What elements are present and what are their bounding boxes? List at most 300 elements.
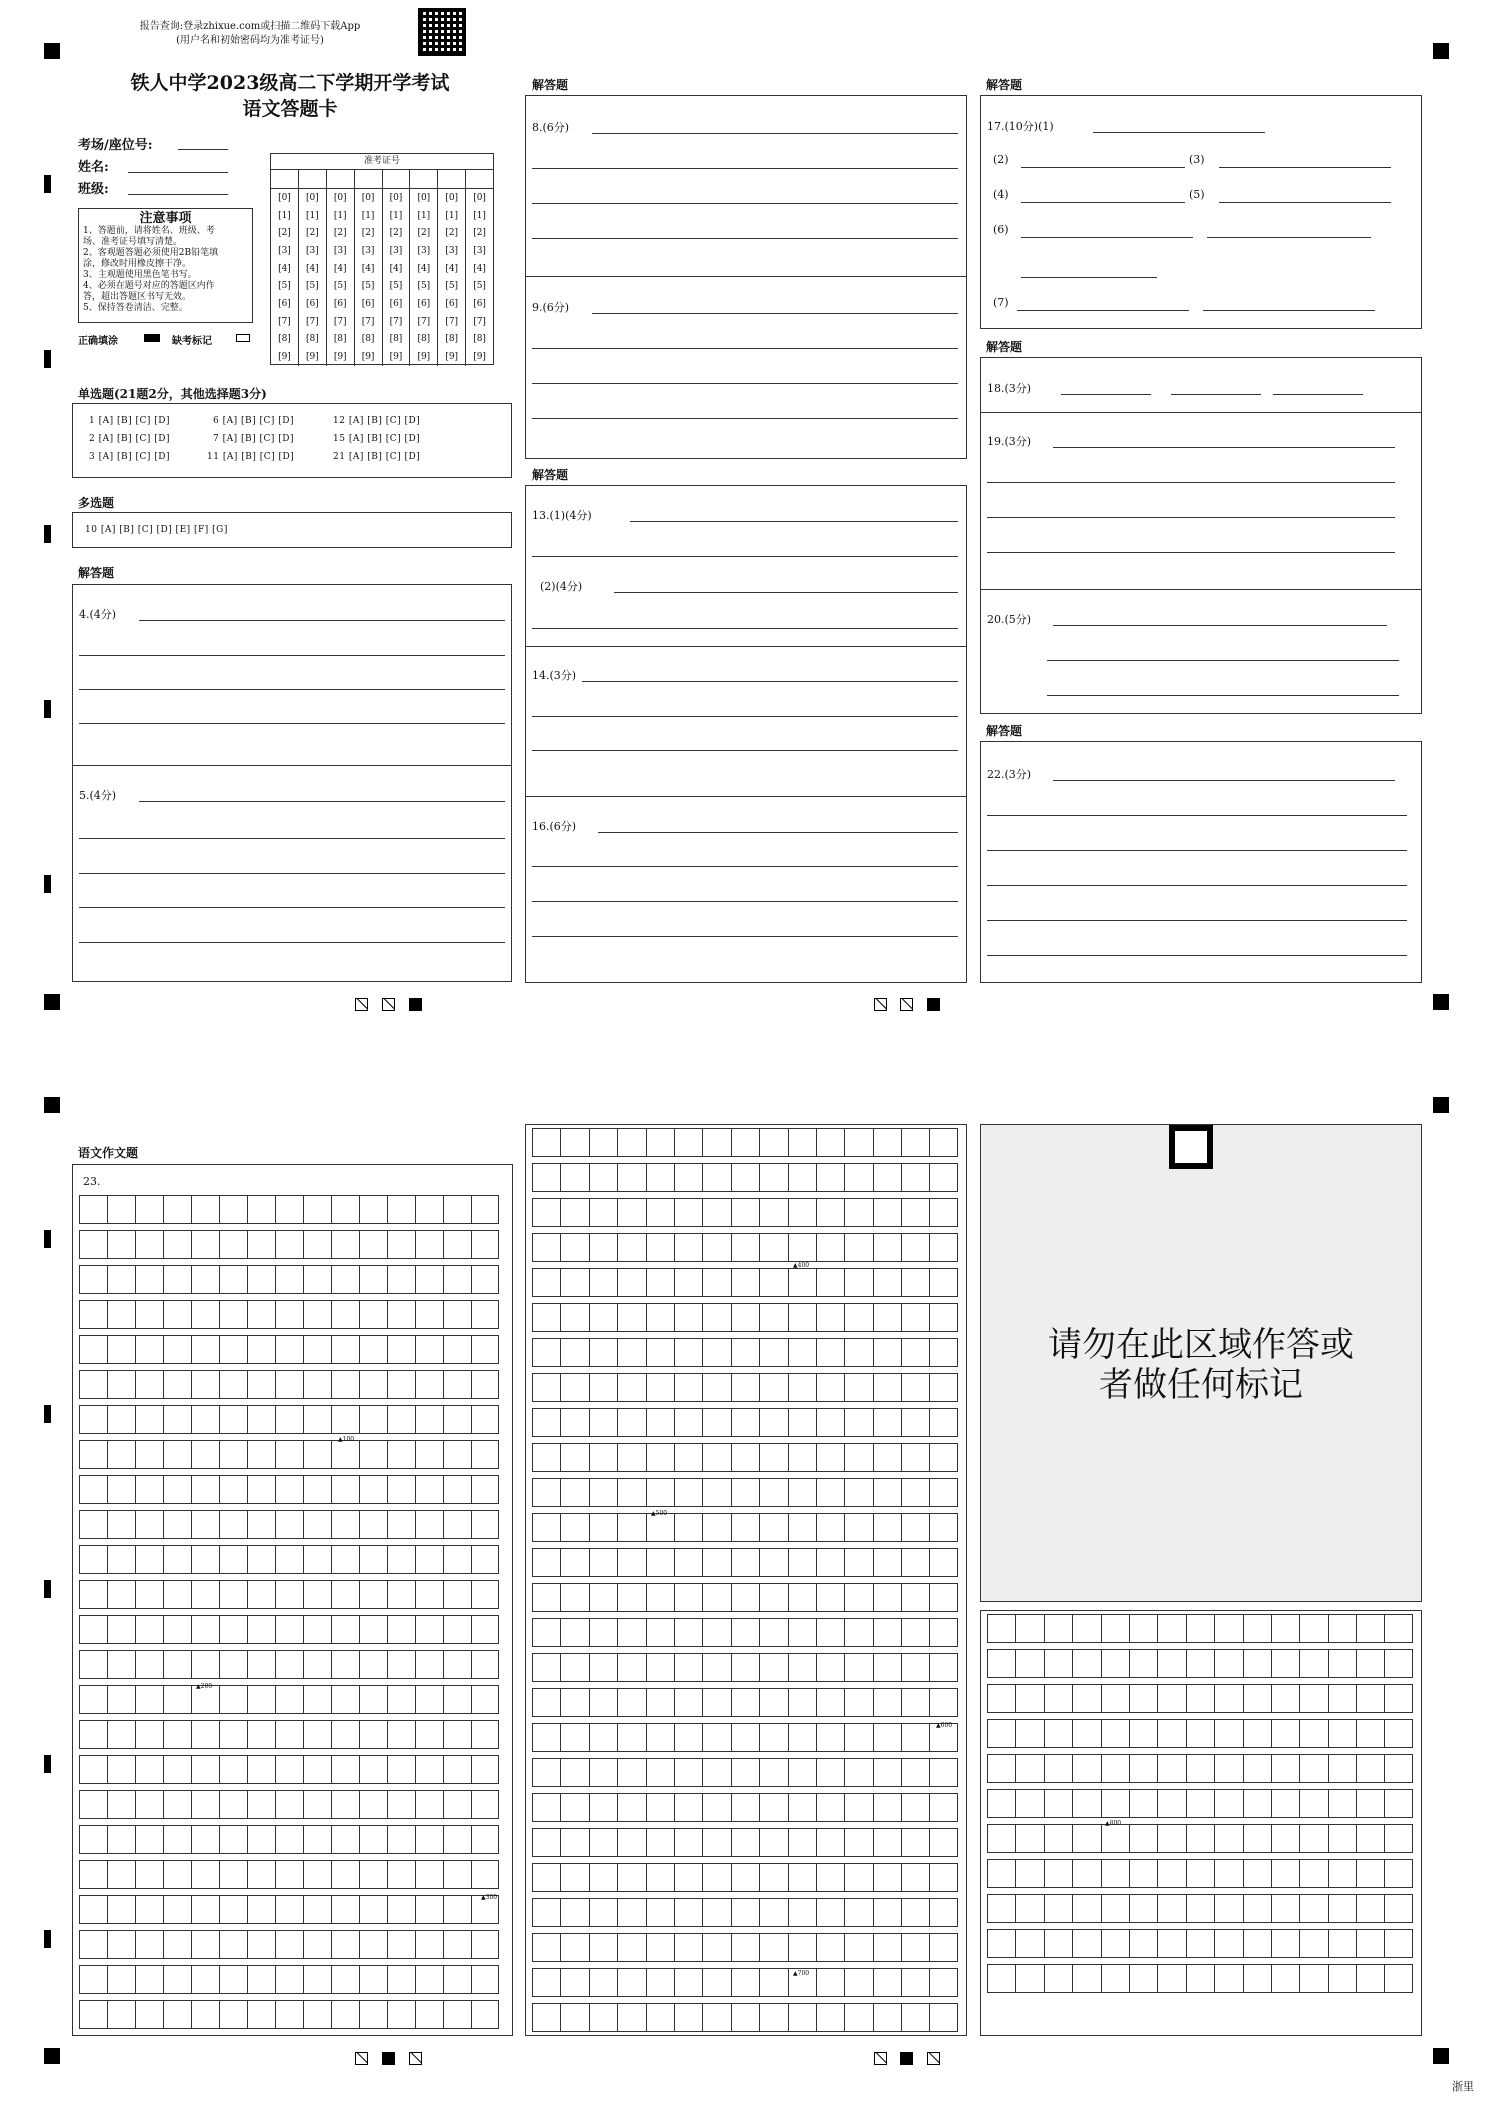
grid-cell[interactable] xyxy=(1243,1615,1271,1642)
answer-line[interactable] xyxy=(987,815,1407,816)
grid-cell[interactable] xyxy=(617,1724,645,1751)
grid-cell[interactable] xyxy=(1157,1790,1185,1817)
grid-cell[interactable] xyxy=(816,1619,844,1646)
grid-cell[interactable] xyxy=(359,1581,387,1608)
grid-cell[interactable] xyxy=(359,1616,387,1643)
answer-line[interactable] xyxy=(532,716,958,717)
exam-id-bubble[interactable]: [8] xyxy=(473,334,486,345)
grid-cell[interactable] xyxy=(303,1581,331,1608)
grid-cell[interactable] xyxy=(674,1759,702,1786)
grid-cell[interactable] xyxy=(1356,1755,1384,1782)
grid-cell[interactable] xyxy=(1044,1930,1072,1957)
grid-cell[interactable] xyxy=(387,1266,415,1293)
exam-id-bubble[interactable]: [1] xyxy=(305,210,319,221)
answer-line[interactable] xyxy=(79,838,505,839)
grid-cell[interactable] xyxy=(1271,1895,1299,1922)
exam-id-bubble[interactable]: [2] xyxy=(278,228,291,239)
choice-row[interactable]: 2 [A] [B] [C] [D] xyxy=(89,434,170,444)
grid-cell[interactable] xyxy=(331,1826,359,1853)
grid-cell[interactable] xyxy=(788,1304,816,1331)
grid-cell[interactable] xyxy=(443,2001,471,2028)
grid-cell[interactable] xyxy=(560,1759,588,1786)
grid-cell[interactable] xyxy=(987,1965,1015,1992)
grid-cell[interactable] xyxy=(1214,1860,1242,1887)
grid-cell[interactable] xyxy=(873,1899,901,1926)
grid-cell[interactable] xyxy=(788,1514,816,1541)
answer-line[interactable] xyxy=(1053,447,1395,448)
grid-cell[interactable] xyxy=(731,1199,759,1226)
grid-cell[interactable] xyxy=(471,1686,499,1713)
answer-line[interactable] xyxy=(1207,237,1371,238)
grid-cell[interactable] xyxy=(759,1199,787,1226)
grid-cell[interactable] xyxy=(560,1724,588,1751)
answer-line[interactable] xyxy=(139,620,505,621)
grid-cell[interactable] xyxy=(674,1619,702,1646)
grid-cell[interactable] xyxy=(331,1511,359,1538)
grid-row[interactable] xyxy=(79,1720,499,1749)
grid-cell[interactable] xyxy=(275,1826,303,1853)
grid-cell[interactable] xyxy=(532,1549,560,1576)
grid-cell[interactable] xyxy=(844,1234,872,1261)
grid-cell[interactable] xyxy=(646,1339,674,1366)
grid-cell[interactable] xyxy=(303,1476,331,1503)
exam-id-bubble[interactable]: [3] xyxy=(361,245,375,256)
grid-cell[interactable] xyxy=(901,1899,929,1926)
grid-cell[interactable] xyxy=(1072,1720,1100,1747)
grid-cell[interactable] xyxy=(303,1546,331,1573)
grid-cell[interactable] xyxy=(107,1721,135,1748)
grid-cell[interactable] xyxy=(589,1724,617,1751)
grid-cell[interactable] xyxy=(1299,1860,1327,1887)
grid-cell[interactable] xyxy=(788,1269,816,1296)
grid-cell[interactable] xyxy=(759,1619,787,1646)
answer-line[interactable] xyxy=(1047,660,1399,661)
grid-cell[interactable] xyxy=(1015,1825,1043,1852)
exam-id-bubble[interactable]: [3] xyxy=(305,245,319,256)
grid-cell[interactable] xyxy=(163,1231,191,1258)
grid-cell[interactable] xyxy=(415,2001,443,2028)
grid-cell[interactable] xyxy=(219,1196,247,1223)
grid-cell[interactable] xyxy=(247,1756,275,1783)
choice-row[interactable]: 1 [A] [B] [C] [D] xyxy=(89,416,170,426)
grid-cell[interactable] xyxy=(359,1686,387,1713)
grid-cell[interactable] xyxy=(589,1199,617,1226)
grid-cell[interactable] xyxy=(560,1794,588,1821)
grid-cell[interactable] xyxy=(275,1266,303,1293)
grid-cell[interactable] xyxy=(1299,1650,1327,1677)
grid-cell[interactable] xyxy=(359,1651,387,1678)
grid-cell[interactable] xyxy=(532,1409,560,1436)
grid-cell[interactable] xyxy=(387,1721,415,1748)
grid-cell[interactable] xyxy=(589,1584,617,1611)
grid-cell[interactable] xyxy=(646,1829,674,1856)
grid-row[interactable] xyxy=(79,1965,499,1994)
grid-cell[interactable] xyxy=(532,1129,560,1156)
grid-cell[interactable] xyxy=(731,1444,759,1471)
grid-cell[interactable] xyxy=(532,1969,560,1996)
grid-cell[interactable] xyxy=(873,1234,901,1261)
grid-cell[interactable] xyxy=(674,1864,702,1891)
grid-cell[interactable] xyxy=(79,2001,107,2028)
grid-cell[interactable] xyxy=(471,1406,499,1433)
grid-cell[interactable] xyxy=(303,1336,331,1363)
grid-cell[interactable] xyxy=(1015,1650,1043,1677)
grid-cell[interactable] xyxy=(901,1794,929,1821)
grid-cell[interactable] xyxy=(901,1619,929,1646)
grid-cell[interactable] xyxy=(589,1654,617,1681)
grid-cell[interactable] xyxy=(816,1304,844,1331)
grid-cell[interactable] xyxy=(415,1336,443,1363)
grid-cell[interactable] xyxy=(844,1864,872,1891)
grid-cell[interactable] xyxy=(929,1269,957,1296)
exam-id-bubble[interactable]: [0] xyxy=(305,192,319,203)
grid-cell[interactable] xyxy=(844,1269,872,1296)
grid-cell[interactable] xyxy=(702,1864,730,1891)
grid-cell[interactable] xyxy=(1243,1965,1271,1992)
exam-id-bubble[interactable]: [0] xyxy=(445,192,459,203)
grid-cell[interactable] xyxy=(987,1685,1015,1712)
grid-cell[interactable] xyxy=(247,1721,275,1748)
grid-cell[interactable] xyxy=(79,1511,107,1538)
grid-cell[interactable] xyxy=(471,1196,499,1223)
grid-cell[interactable] xyxy=(359,1756,387,1783)
grid-cell[interactable] xyxy=(646,1549,674,1576)
grid-cell[interactable] xyxy=(1101,1755,1129,1782)
grid-cell[interactable] xyxy=(415,1931,443,1958)
grid-cell[interactable] xyxy=(702,1794,730,1821)
grid-cell[interactable] xyxy=(929,1444,957,1471)
grid-cell[interactable] xyxy=(79,1721,107,1748)
grid-row[interactable] xyxy=(532,1828,958,1857)
grid-cell[interactable] xyxy=(929,1199,957,1226)
grid-cell[interactable] xyxy=(1214,1965,1242,1992)
answer-line[interactable] xyxy=(79,873,505,874)
grid-cell[interactable] xyxy=(759,1409,787,1436)
grid-cell[interactable] xyxy=(471,1371,499,1398)
grid-cell[interactable] xyxy=(443,1301,471,1328)
grid-cell[interactable] xyxy=(247,1336,275,1363)
grid-cell[interactable] xyxy=(702,1164,730,1191)
answer-line[interactable] xyxy=(79,689,505,690)
grid-cell[interactable] xyxy=(1072,1895,1100,1922)
grid-cell[interactable] xyxy=(219,1721,247,1748)
grid-cell[interactable] xyxy=(844,2004,872,2031)
grid-row[interactable] xyxy=(532,1408,958,1437)
grid-cell[interactable] xyxy=(443,1861,471,1888)
answer-line[interactable] xyxy=(532,348,958,349)
grid-cell[interactable] xyxy=(702,1304,730,1331)
exam-id-bubble[interactable]: [2] xyxy=(473,228,486,239)
grid-cell[interactable] xyxy=(135,1791,163,1818)
grid-cell[interactable] xyxy=(674,1829,702,1856)
grid-cell[interactable] xyxy=(1243,1860,1271,1887)
grid-cell[interactable] xyxy=(331,1721,359,1748)
grid-cell[interactable] xyxy=(560,1899,588,1926)
grid-cell[interactable] xyxy=(107,1406,135,1433)
grid-cell[interactable] xyxy=(107,1756,135,1783)
grid-cell[interactable] xyxy=(163,1546,191,1573)
grid-cell[interactable] xyxy=(1015,1685,1043,1712)
grid-cell[interactable] xyxy=(415,1301,443,1328)
grid-cell[interactable] xyxy=(1101,1965,1129,1992)
grid-cell[interactable] xyxy=(219,1266,247,1293)
grid-cell[interactable] xyxy=(901,1864,929,1891)
grid-cell[interactable] xyxy=(1129,1650,1157,1677)
grid-cell[interactable] xyxy=(731,1864,759,1891)
grid-cell[interactable] xyxy=(275,1861,303,1888)
grid-cell[interactable] xyxy=(163,1826,191,1853)
grid-cell[interactable] xyxy=(731,1129,759,1156)
grid-cell[interactable] xyxy=(1186,1860,1214,1887)
grid-cell[interactable] xyxy=(560,1829,588,1856)
grid-cell[interactable] xyxy=(1356,1930,1384,1957)
grid-cell[interactable] xyxy=(331,1861,359,1888)
grid-row[interactable] xyxy=(79,1755,499,1784)
grid-cell[interactable] xyxy=(275,1721,303,1748)
grid-cell[interactable] xyxy=(359,1336,387,1363)
grid-cell[interactable] xyxy=(135,1196,163,1223)
grid-cell[interactable] xyxy=(731,1304,759,1331)
grid-row[interactable] xyxy=(987,1684,1413,1713)
grid-cell[interactable] xyxy=(191,1546,219,1573)
grid-cell[interactable] xyxy=(589,1969,617,1996)
grid-cell[interactable] xyxy=(1044,1755,1072,1782)
grid-cell[interactable] xyxy=(387,1336,415,1363)
grid-cell[interactable] xyxy=(1072,1930,1100,1957)
grid-cell[interactable] xyxy=(759,1304,787,1331)
exam-id-bubble[interactable]: [6] xyxy=(473,298,486,309)
grid-cell[interactable] xyxy=(219,1581,247,1608)
grid-cell[interactable] xyxy=(415,1406,443,1433)
grid-cell[interactable] xyxy=(219,1686,247,1713)
exam-id-bubble[interactable]: [6] xyxy=(305,298,319,309)
grid-cell[interactable] xyxy=(816,1234,844,1261)
grid-cell[interactable] xyxy=(617,1549,645,1576)
grid-cell[interactable] xyxy=(617,1864,645,1891)
grid-cell[interactable] xyxy=(987,1790,1015,1817)
grid-cell[interactable] xyxy=(1015,1720,1043,1747)
grid-cell[interactable] xyxy=(788,1654,816,1681)
answer-line[interactable] xyxy=(987,850,1407,851)
grid-cell[interactable] xyxy=(759,1724,787,1751)
grid-cell[interactable] xyxy=(617,1479,645,1506)
exam-id-bubble[interactable]: [7] xyxy=(473,316,486,327)
answer-line[interactable] xyxy=(532,168,958,169)
grid-cell[interactable] xyxy=(929,1339,957,1366)
grid-cell[interactable] xyxy=(1384,1930,1412,1957)
grid-cell[interactable] xyxy=(901,1234,929,1261)
grid-cell[interactable] xyxy=(1129,1965,1157,1992)
grid-cell[interactable] xyxy=(560,1479,588,1506)
grid-cell[interactable] xyxy=(1072,1965,1100,1992)
exam-id-bubble[interactable]: [4] xyxy=(389,263,403,274)
grid-cell[interactable] xyxy=(163,1301,191,1328)
grid-cell[interactable] xyxy=(247,1896,275,1923)
grid-cell[interactable] xyxy=(443,1441,471,1468)
grid-cell[interactable] xyxy=(929,1409,957,1436)
grid-cell[interactable] xyxy=(1356,1720,1384,1747)
grid-cell[interactable] xyxy=(816,1444,844,1471)
grid-cell[interactable] xyxy=(1299,1720,1327,1747)
grid-row[interactable] xyxy=(79,1650,499,1679)
grid-cell[interactable] xyxy=(1214,1685,1242,1712)
grid-cell[interactable] xyxy=(589,1269,617,1296)
answer-line[interactable] xyxy=(532,866,958,867)
grid-cell[interactable] xyxy=(471,1966,499,1993)
grid-cell[interactable] xyxy=(1157,1650,1185,1677)
grid-cell[interactable] xyxy=(589,1689,617,1716)
exam-id-bubble[interactable]: [0] xyxy=(473,192,486,203)
grid-cell[interactable] xyxy=(788,1584,816,1611)
grid-cell[interactable] xyxy=(532,2004,560,2031)
grid-cell[interactable] xyxy=(443,1966,471,1993)
grid-cell[interactable] xyxy=(873,1339,901,1366)
grid-cell[interactable] xyxy=(589,1759,617,1786)
exam-id-bubble[interactable]: [0] xyxy=(361,192,375,203)
grid-row[interactable] xyxy=(532,1548,958,1577)
grid-cell[interactable] xyxy=(788,1479,816,1506)
grid-cell[interactable] xyxy=(79,1791,107,1818)
answer-line[interactable] xyxy=(79,655,505,656)
exam-id-bubble[interactable]: [2] xyxy=(389,228,403,239)
grid-cell[interactable] xyxy=(1243,1825,1271,1852)
grid-cell[interactable] xyxy=(646,1164,674,1191)
grid-cell[interactable] xyxy=(135,1266,163,1293)
exam-id-bubble[interactable]: [7] xyxy=(445,316,459,327)
grid-cell[interactable] xyxy=(929,1969,957,1996)
grid-cell[interactable] xyxy=(816,1164,844,1191)
exam-id-bubble[interactable]: [8] xyxy=(417,334,431,345)
grid-cell[interactable] xyxy=(844,1724,872,1751)
grid-cell[interactable] xyxy=(1243,1720,1271,1747)
grid-cell[interactable] xyxy=(443,1511,471,1538)
grid-cell[interactable] xyxy=(331,1336,359,1363)
answer-line[interactable] xyxy=(987,955,1407,956)
grid-cell[interactable] xyxy=(303,1301,331,1328)
grid-cell[interactable] xyxy=(589,1829,617,1856)
grid-cell[interactable] xyxy=(759,1444,787,1471)
grid-cell[interactable] xyxy=(79,1966,107,1993)
grid-cell[interactable] xyxy=(331,1616,359,1643)
exam-id-bubble[interactable]: [8] xyxy=(361,334,375,345)
grid-cell[interactable] xyxy=(702,1829,730,1856)
grid-cell[interactable] xyxy=(247,1441,275,1468)
grid-cell[interactable] xyxy=(702,1479,730,1506)
grid-cell[interactable] xyxy=(731,1234,759,1261)
answer-line[interactable] xyxy=(1219,202,1391,203)
grid-cell[interactable] xyxy=(387,1581,415,1608)
grid-row[interactable] xyxy=(79,1790,499,1819)
grid-cell[interactable] xyxy=(1384,1965,1412,1992)
grid-cell[interactable] xyxy=(163,1616,191,1643)
grid-cell[interactable] xyxy=(247,1196,275,1223)
grid-cell[interactable] xyxy=(191,1441,219,1468)
grid-cell[interactable] xyxy=(79,1231,107,1258)
grid-cell[interactable] xyxy=(816,1374,844,1401)
grid-cell[interactable] xyxy=(163,1861,191,1888)
grid-cell[interactable] xyxy=(702,1689,730,1716)
grid-cell[interactable] xyxy=(135,2001,163,2028)
grid-cell[interactable] xyxy=(844,1129,872,1156)
grid-cell[interactable] xyxy=(844,1409,872,1436)
grid-cell[interactable] xyxy=(387,1861,415,1888)
grid-cell[interactable] xyxy=(1101,1860,1129,1887)
grid-cell[interactable] xyxy=(589,2004,617,2031)
grid-cell[interactable] xyxy=(617,1759,645,1786)
grid-cell[interactable] xyxy=(191,1196,219,1223)
grid-cell[interactable] xyxy=(1243,1685,1271,1712)
grid-cell[interactable] xyxy=(873,1164,901,1191)
grid-cell[interactable] xyxy=(1186,1720,1214,1747)
grid-cell[interactable] xyxy=(759,1234,787,1261)
choice-row[interactable]: 21 [A] [B] [C] [D] xyxy=(333,452,421,462)
exam-id-bubble[interactable]: [3] xyxy=(445,245,459,256)
grid-cell[interactable] xyxy=(873,1794,901,1821)
grid-cell[interactable] xyxy=(1015,1755,1043,1782)
grid-cell[interactable] xyxy=(415,1266,443,1293)
grid-cell[interactable] xyxy=(560,1129,588,1156)
choice-row[interactable]: 11 [A] [B] [C] [D] xyxy=(207,452,295,462)
grid-cell[interactable] xyxy=(1328,1895,1356,1922)
grid-cell[interactable] xyxy=(589,1444,617,1471)
grid-cell[interactable] xyxy=(674,1304,702,1331)
grid-cell[interactable] xyxy=(1356,1825,1384,1852)
grid-cell[interactable] xyxy=(471,1266,499,1293)
grid-cell[interactable] xyxy=(163,1441,191,1468)
exam-id-bubble[interactable]: [0] xyxy=(278,192,291,203)
grid-cell[interactable] xyxy=(560,1549,588,1576)
grid-row[interactable] xyxy=(79,1510,499,1539)
grid-cell[interactable] xyxy=(415,1651,443,1678)
grid-cell[interactable] xyxy=(1384,1755,1412,1782)
answer-line[interactable] xyxy=(987,552,1395,553)
grid-cell[interactable] xyxy=(560,1864,588,1891)
grid-cell[interactable] xyxy=(873,1934,901,1961)
grid-cell[interactable] xyxy=(135,1581,163,1608)
grid-cell[interactable] xyxy=(759,1794,787,1821)
exam-id-bubble[interactable]: [9] xyxy=(417,352,431,363)
grid-cell[interactable] xyxy=(1157,1930,1185,1957)
grid-cell[interactable] xyxy=(443,1581,471,1608)
grid-cell[interactable] xyxy=(331,1406,359,1433)
grid-cell[interactable] xyxy=(987,1860,1015,1887)
grid-cell[interactable] xyxy=(987,1720,1015,1747)
grid-cell[interactable] xyxy=(1186,1755,1214,1782)
grid-cell[interactable] xyxy=(646,1934,674,1961)
exam-id-bubbles[interactable] xyxy=(271,189,493,366)
grid-cell[interactable] xyxy=(1129,1860,1157,1887)
grid-cell[interactable] xyxy=(929,1619,957,1646)
grid-cell[interactable] xyxy=(1157,1685,1185,1712)
grid-cell[interactable] xyxy=(359,1826,387,1853)
grid-cell[interactable] xyxy=(617,1584,645,1611)
grid-cell[interactable] xyxy=(674,1129,702,1156)
grid-cell[interactable] xyxy=(589,1514,617,1541)
grid-cell[interactable] xyxy=(191,1931,219,1958)
grid-cell[interactable] xyxy=(471,1756,499,1783)
grid-cell[interactable] xyxy=(443,1231,471,1258)
grid-cell[interactable] xyxy=(646,1374,674,1401)
grid-cell[interactable] xyxy=(331,1546,359,1573)
grid-cell[interactable] xyxy=(107,1931,135,1958)
grid-cell[interactable] xyxy=(331,1966,359,1993)
exam-id-bubble[interactable]: [1] xyxy=(361,210,375,221)
grid-cell[interactable] xyxy=(929,1934,957,1961)
grid-cell[interactable] xyxy=(731,1409,759,1436)
grid-cell[interactable] xyxy=(331,1476,359,1503)
grid-cell[interactable] xyxy=(331,1441,359,1468)
grid-cell[interactable] xyxy=(387,1476,415,1503)
